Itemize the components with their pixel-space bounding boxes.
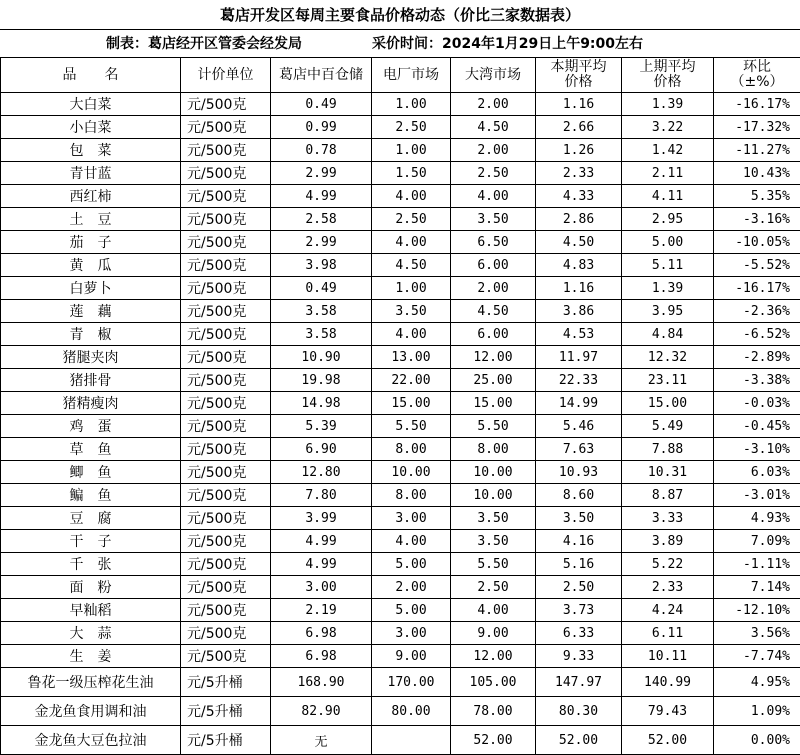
unit-cell: 元/5升桶 [181, 697, 271, 726]
market-3-price: 78.00 [451, 697, 536, 726]
price-table [0, 57, 800, 755]
header-market-3: 大湾市场 [451, 58, 536, 93]
unit-cell: 元/500克 [181, 346, 271, 369]
header-row [1, 58, 800, 93]
item-name: 猪排骨 [1, 369, 181, 392]
market-1-price: 6.90 [271, 438, 372, 461]
market-1-price: 2.99 [271, 231, 372, 254]
market-1-price: 3.58 [271, 323, 372, 346]
market-3-price: 4.00 [451, 185, 536, 208]
unit-cell: 元/5升桶 [181, 726, 271, 755]
current-avg-price: 4.83 [536, 254, 622, 277]
current-avg-price: 1.16 [536, 277, 622, 300]
header-market-1: 葛店中百仓储 [271, 58, 372, 93]
sheet-title: 葛店开发区每周主要食品价格动态（价比三家数据表） [0, 0, 800, 30]
item-name: 早籼稻 [1, 599, 181, 622]
market-3-price: 15.00 [451, 392, 536, 415]
unit-cell: 元/500克 [181, 392, 271, 415]
item-name: 鲫 鱼 [1, 461, 181, 484]
unit-cell: 元/500克 [181, 231, 271, 254]
market-1-price: 6.98 [271, 622, 372, 645]
unit-cell: 元/500克 [181, 576, 271, 599]
market-3-price: 25.00 [451, 369, 536, 392]
market-1-price: 0.49 [271, 277, 372, 300]
current-avg-price: 9.33 [536, 645, 622, 668]
change-percent: -0.03% [714, 392, 800, 415]
unit-cell: 元/500克 [181, 530, 271, 553]
current-avg-price: 2.33 [536, 162, 622, 185]
table-row [1, 645, 800, 668]
market-1-price: 12.80 [271, 461, 372, 484]
previous-avg-price: 10.31 [622, 461, 714, 484]
market-2-price: 5.50 [372, 415, 451, 438]
market-2-price: 1.00 [372, 277, 451, 300]
unit-cell: 元/500克 [181, 208, 271, 231]
unit-cell: 元/500克 [181, 507, 271, 530]
previous-avg-price: 52.00 [622, 726, 714, 755]
unit-cell: 元/500克 [181, 645, 271, 668]
table-row [1, 392, 800, 415]
previous-avg-price: 5.49 [622, 415, 714, 438]
change-percent: -12.10% [714, 599, 800, 622]
table-row [1, 553, 800, 576]
table-row [1, 346, 800, 369]
table-row [1, 116, 800, 139]
table-row [1, 622, 800, 645]
current-avg-price: 52.00 [536, 726, 622, 755]
current-avg-price: 10.93 [536, 461, 622, 484]
market-3-price: 3.50 [451, 530, 536, 553]
header-change-line1: 环比 [714, 60, 800, 75]
market-2-price: 2.00 [372, 576, 451, 599]
item-name: 西红柿 [1, 185, 181, 208]
market-3-price: 4.50 [451, 116, 536, 139]
previous-avg-price: 12.32 [622, 346, 714, 369]
market-2-price [372, 726, 451, 755]
item-name: 生 姜 [1, 645, 181, 668]
table-row [1, 369, 800, 392]
change-percent: -17.32% [714, 116, 800, 139]
change-percent: -3.38% [714, 369, 800, 392]
previous-avg-price: 7.88 [622, 438, 714, 461]
previous-avg-price: 3.33 [622, 507, 714, 530]
market-2-price: 3.00 [372, 622, 451, 645]
current-avg-price: 4.53 [536, 323, 622, 346]
table-row [1, 300, 800, 323]
previous-avg-price: 15.00 [622, 392, 714, 415]
market-1-price: 3.00 [271, 576, 372, 599]
table-row [1, 599, 800, 622]
change-percent: 0.00% [714, 726, 800, 755]
previous-avg-price: 79.43 [622, 697, 714, 726]
unit-cell: 元/500克 [181, 254, 271, 277]
market-2-price: 15.00 [372, 392, 451, 415]
market-3-price: 52.00 [451, 726, 536, 755]
market-2-price: 4.00 [372, 323, 451, 346]
item-name: 莲 藕 [1, 300, 181, 323]
item-name: 鸡 蛋 [1, 415, 181, 438]
market-3-price: 9.00 [451, 622, 536, 645]
unit-cell: 元/5升桶 [181, 668, 271, 697]
change-percent: 1.09% [714, 697, 800, 726]
change-percent: 7.09% [714, 530, 800, 553]
table-row [1, 461, 800, 484]
item-name: 草 鱼 [1, 438, 181, 461]
change-percent: -11.27% [714, 139, 800, 162]
table-row [1, 530, 800, 553]
market-1-price: 0.78 [271, 139, 372, 162]
change-percent: -0.45% [714, 415, 800, 438]
change-percent: -5.52% [714, 254, 800, 277]
current-avg-price: 1.26 [536, 139, 622, 162]
market-2-price: 8.00 [372, 438, 451, 461]
change-percent: 5.35% [714, 185, 800, 208]
item-name: 金龙鱼食用调和油 [1, 697, 181, 726]
unit-cell: 元/500克 [181, 438, 271, 461]
market-3-price: 6.00 [451, 323, 536, 346]
header-current-avg-line2: 价格 [536, 75, 621, 90]
previous-avg-price: 3.89 [622, 530, 714, 553]
market-3-price: 12.00 [451, 645, 536, 668]
market-3-price: 2.00 [451, 93, 536, 116]
item-name: 青 椒 [1, 323, 181, 346]
current-avg-price: 8.60 [536, 484, 622, 507]
current-avg-price: 2.50 [536, 576, 622, 599]
unit-cell: 元/500克 [181, 162, 271, 185]
current-avg-price: 22.33 [536, 369, 622, 392]
market-3-price: 8.00 [451, 438, 536, 461]
table-row [1, 438, 800, 461]
change-percent: -3.16% [714, 208, 800, 231]
previous-avg-price: 5.22 [622, 553, 714, 576]
item-name: 土 豆 [1, 208, 181, 231]
current-avg-price: 5.16 [536, 553, 622, 576]
table-row [1, 726, 800, 755]
unit-cell: 元/500克 [181, 93, 271, 116]
header-previous-avg [622, 58, 714, 93]
market-2-price: 1.00 [372, 139, 451, 162]
item-name: 大 蒜 [1, 622, 181, 645]
current-avg-price: 4.33 [536, 185, 622, 208]
market-2-price: 10.00 [372, 461, 451, 484]
previous-avg-price: 2.11 [622, 162, 714, 185]
header-unit: 计价单位 [181, 58, 271, 93]
market-3-price: 5.50 [451, 553, 536, 576]
item-name: 鲁花一级压榨花生油 [1, 668, 181, 697]
market-2-price: 9.00 [372, 645, 451, 668]
table-row [1, 231, 800, 254]
unit-cell: 元/500克 [181, 116, 271, 139]
table-row [1, 139, 800, 162]
unit-cell: 元/500克 [181, 622, 271, 645]
header-previous-avg-line2: 价格 [622, 75, 713, 90]
table-row [1, 254, 800, 277]
previous-avg-price: 5.11 [622, 254, 714, 277]
market-2-price: 4.00 [372, 231, 451, 254]
table-row [1, 162, 800, 185]
previous-avg-price: 1.42 [622, 139, 714, 162]
table-row [1, 484, 800, 507]
item-name: 大白菜 [1, 93, 181, 116]
change-percent: 4.93% [714, 507, 800, 530]
market-2-price: 1.50 [372, 162, 451, 185]
current-avg-price: 4.50 [536, 231, 622, 254]
market-3-price: 10.00 [451, 484, 536, 507]
current-avg-price: 4.16 [536, 530, 622, 553]
current-avg-price: 5.46 [536, 415, 622, 438]
change-percent: -2.89% [714, 346, 800, 369]
market-1-price: 4.99 [271, 185, 372, 208]
item-name: 包 菜 [1, 139, 181, 162]
market-3-price: 4.50 [451, 300, 536, 323]
change-percent: 7.14% [714, 576, 800, 599]
unit-cell: 元/500克 [181, 369, 271, 392]
current-avg-price: 2.66 [536, 116, 622, 139]
market-3-price: 6.00 [451, 254, 536, 277]
sheet-meta [0, 30, 800, 58]
table-row [1, 507, 800, 530]
market-3-price: 2.00 [451, 277, 536, 300]
unit-cell: 元/500克 [181, 185, 271, 208]
item-name: 青甘蓝 [1, 162, 181, 185]
market-2-price: 22.00 [372, 369, 451, 392]
market-2-price: 13.00 [372, 346, 451, 369]
market-1-price: 6.98 [271, 645, 372, 668]
collection-time: 采价时间：2024年1月29日上午9:00左右 [372, 30, 643, 58]
market-1-price: 82.90 [271, 697, 372, 726]
market-2-price: 2.50 [372, 208, 451, 231]
market-3-price: 2.50 [451, 162, 536, 185]
current-avg-price: 3.73 [536, 599, 622, 622]
current-avg-price: 3.50 [536, 507, 622, 530]
item-name: 茄 子 [1, 231, 181, 254]
change-percent: 3.56% [714, 622, 800, 645]
market-2-price: 170.00 [372, 668, 451, 697]
change-percent: 10.43% [714, 162, 800, 185]
market-1-price: 5.39 [271, 415, 372, 438]
change-percent: -16.17% [714, 277, 800, 300]
market-2-price: 3.50 [372, 300, 451, 323]
market-2-price: 1.00 [372, 93, 451, 116]
table-row [1, 93, 800, 116]
market-1-price: 2.99 [271, 162, 372, 185]
current-avg-price: 1.16 [536, 93, 622, 116]
unit-cell: 元/500克 [181, 415, 271, 438]
header-change [714, 58, 800, 93]
current-avg-price: 3.86 [536, 300, 622, 323]
change-percent: -2.36% [714, 300, 800, 323]
header-name: 品 名 [1, 58, 181, 93]
market-2-price: 5.00 [372, 599, 451, 622]
unit-cell: 元/500克 [181, 553, 271, 576]
previous-avg-price: 23.11 [622, 369, 714, 392]
market-3-price: 3.50 [451, 208, 536, 231]
previous-avg-price: 8.87 [622, 484, 714, 507]
market-1-price: 14.98 [271, 392, 372, 415]
market-1-price: 2.19 [271, 599, 372, 622]
maker-label: 制表：葛店经开区管委会经发局 [106, 30, 302, 58]
market-1-price: 7.80 [271, 484, 372, 507]
market-3-price: 5.50 [451, 415, 536, 438]
change-percent: -3.01% [714, 484, 800, 507]
market-2-price: 80.00 [372, 697, 451, 726]
unit-cell: 元/500克 [181, 484, 271, 507]
change-percent: -6.52% [714, 323, 800, 346]
market-1-price: 3.99 [271, 507, 372, 530]
header-change-line2: （±%） [714, 75, 800, 90]
change-percent: -10.05% [714, 231, 800, 254]
market-3-price: 12.00 [451, 346, 536, 369]
table-row [1, 576, 800, 599]
item-name: 鳊 鱼 [1, 484, 181, 507]
previous-avg-price: 2.33 [622, 576, 714, 599]
market-3-price: 3.50 [451, 507, 536, 530]
market-1-price: 3.58 [271, 300, 372, 323]
market-1-price: 0.49 [271, 93, 372, 116]
change-percent: -1.11% [714, 553, 800, 576]
unit-cell: 元/500克 [181, 461, 271, 484]
header-current-avg [536, 58, 622, 93]
unit-cell: 元/500克 [181, 300, 271, 323]
table-row [1, 208, 800, 231]
item-name: 猪腿夹肉 [1, 346, 181, 369]
item-name: 小白菜 [1, 116, 181, 139]
current-avg-price: 7.63 [536, 438, 622, 461]
market-1-price: 无 [271, 726, 372, 755]
market-3-price: 105.00 [451, 668, 536, 697]
table-row [1, 668, 800, 697]
market-2-price: 4.00 [372, 530, 451, 553]
header-current-avg-line1: 本期平均 [536, 60, 621, 75]
market-1-price: 0.99 [271, 116, 372, 139]
unit-cell: 元/500克 [181, 599, 271, 622]
market-2-price: 4.50 [372, 254, 451, 277]
header-market-2: 电厂市场 [372, 58, 451, 93]
unit-cell: 元/500克 [181, 323, 271, 346]
current-avg-price: 14.99 [536, 392, 622, 415]
market-1-price: 4.99 [271, 530, 372, 553]
change-percent: -3.10% [714, 438, 800, 461]
market-1-price: 3.98 [271, 254, 372, 277]
change-percent: -7.74% [714, 645, 800, 668]
market-3-price: 6.50 [451, 231, 536, 254]
item-name: 金龙鱼大豆色拉油 [1, 726, 181, 755]
market-3-price: 2.50 [451, 576, 536, 599]
market-2-price: 4.00 [372, 185, 451, 208]
table-row [1, 697, 800, 726]
market-3-price: 4.00 [451, 599, 536, 622]
market-1-price: 2.58 [271, 208, 372, 231]
table-row [1, 415, 800, 438]
market-1-price: 10.90 [271, 346, 372, 369]
table-row [1, 277, 800, 300]
unit-cell: 元/500克 [181, 277, 271, 300]
item-name: 千 张 [1, 553, 181, 576]
current-avg-price: 2.86 [536, 208, 622, 231]
item-name: 白萝卜 [1, 277, 181, 300]
previous-avg-price: 2.95 [622, 208, 714, 231]
previous-avg-price: 10.11 [622, 645, 714, 668]
current-avg-price: 80.30 [536, 697, 622, 726]
current-avg-price: 6.33 [536, 622, 622, 645]
header-previous-avg-line1: 上期平均 [622, 60, 713, 75]
previous-avg-price: 4.24 [622, 599, 714, 622]
table-row [1, 185, 800, 208]
market-2-price: 2.50 [372, 116, 451, 139]
market-2-price: 5.00 [372, 553, 451, 576]
current-avg-price: 147.97 [536, 668, 622, 697]
market-3-price: 2.00 [451, 139, 536, 162]
previous-avg-price: 4.84 [622, 323, 714, 346]
market-3-price: 10.00 [451, 461, 536, 484]
market-1-price: 4.99 [271, 553, 372, 576]
item-name: 面 粉 [1, 576, 181, 599]
previous-avg-price: 1.39 [622, 93, 714, 116]
change-percent: 4.95% [714, 668, 800, 697]
change-percent: 6.03% [714, 461, 800, 484]
current-avg-price: 11.97 [536, 346, 622, 369]
table-row [1, 323, 800, 346]
market-2-price: 8.00 [372, 484, 451, 507]
previous-avg-price: 6.11 [622, 622, 714, 645]
market-1-price: 168.90 [271, 668, 372, 697]
previous-avg-price: 5.00 [622, 231, 714, 254]
item-name: 猪精瘦肉 [1, 392, 181, 415]
market-2-price: 3.00 [372, 507, 451, 530]
unit-cell: 元/500克 [181, 139, 271, 162]
previous-avg-price: 4.11 [622, 185, 714, 208]
market-1-price: 19.98 [271, 369, 372, 392]
item-name: 豆 腐 [1, 507, 181, 530]
previous-avg-price: 3.22 [622, 116, 714, 139]
item-name: 干 子 [1, 530, 181, 553]
previous-avg-price: 1.39 [622, 277, 714, 300]
previous-avg-price: 140.99 [622, 668, 714, 697]
item-name: 黄 瓜 [1, 254, 181, 277]
previous-avg-price: 3.95 [622, 300, 714, 323]
change-percent: -16.17% [714, 93, 800, 116]
